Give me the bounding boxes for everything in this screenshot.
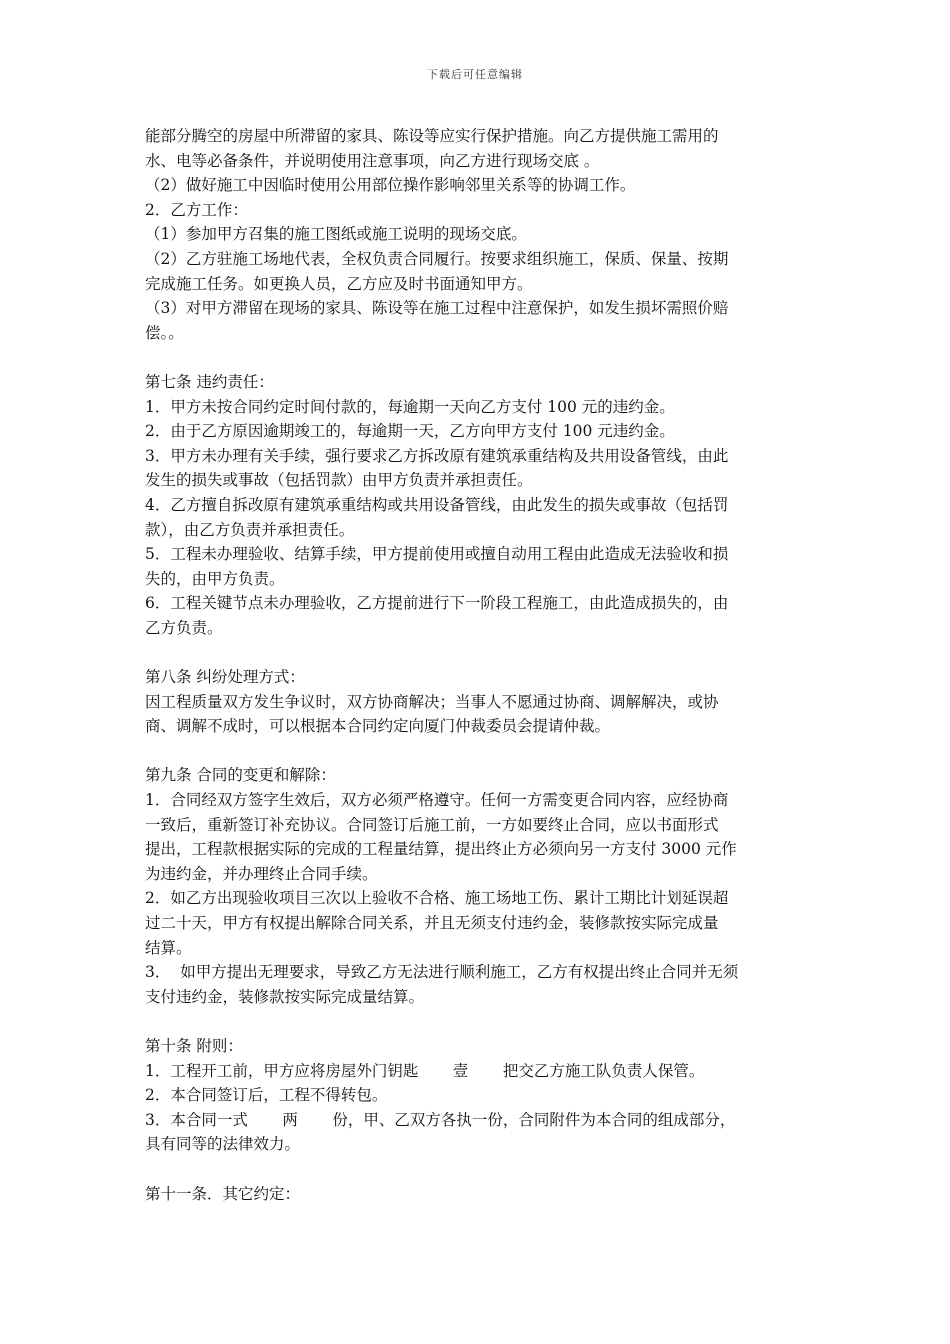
text-line: 1．工程开工前，甲方应将房屋外门钥匙 壹 把交乙方施工队负责人保管。 <box>145 1061 705 1080</box>
text-line: 支付违约金，装修款按实际完成量结算。 <box>145 987 425 1006</box>
text-line: 提出，工程款根据实际的完成的工程量结算，提出终止方必须向另一方支付 3000 元作 <box>145 840 737 859</box>
text-line: 能部分腾空的房屋中所滞留的家具、陈设等应实行保护措施。向乙方提供施工需用的 <box>145 127 719 145</box>
text-line: 2．如乙方出现验收项目三次以上验收不合格、施工场地工伤、累计工期比计划延误超 <box>145 889 729 908</box>
blank-line <box>145 1009 809 1034</box>
text-line: 一致后，重新签订补充协议。合同签订后施工前，一方如要终止合同，应以书面形式 <box>145 815 719 834</box>
text-line: 第十一条．其它约定： <box>145 1184 301 1203</box>
text-line: 4．乙方擅自拆改原有建筑承重结构或共用设备管线，由此发生的损失或事故（包括罚 <box>145 495 729 514</box>
page-header: 下载后可任意编辑 <box>427 68 523 81</box>
text-line: 具有同等的法律效力。 <box>145 1135 301 1154</box>
text-line: 偿。。 <box>145 323 184 342</box>
text-line: 3． 如甲方提出无理要求，导致乙方无法进行顺利施工，乙方有权提出终止合同并无须 <box>145 963 739 982</box>
text-line: （2）做好施工中因临时使用公用部位操作影响邻里关系等的协调工作。 <box>145 176 636 195</box>
text-line: 6．工程关键节点未办理验收，乙方提前进行下一阶段工程施工，由此造成损失的，由 <box>145 594 729 613</box>
text-line: 1．甲方未按合同约定时间付款的，每逾期一天向乙方支付 100 元的违约金。 <box>145 397 675 416</box>
text-line: 1．合同经双方签字生效后，双方必须严格遵守。任何一方需变更合同内容，应经协商 <box>145 791 729 810</box>
text-line: 第十条 附则： <box>145 1036 243 1055</box>
text-line: 2．本合同签订后，工程不得转包。 <box>145 1086 388 1105</box>
blank-line <box>145 739 809 764</box>
blank-line <box>145 1157 809 1182</box>
text-line: 第七条 违约责任： <box>145 372 274 391</box>
text-line: 第九条 合同的变更和解除： <box>145 766 336 785</box>
text-line: 5．工程未办理验收、结算手续，甲方提前使用或擅自动用工程由此造成无法验收和损 <box>145 545 729 564</box>
text-line: 乙方负责。 <box>145 618 223 637</box>
text-line: 失的，由甲方负责。 <box>145 569 285 588</box>
text-line: 3．本合同一式 两 份，甲、乙双方各执一份，合同附件为本合同的组成部分， <box>145 1110 736 1129</box>
text-line: 2．乙方工作： <box>145 200 248 219</box>
text-line: （3）对甲方滞留在现场的家具、陈设等在施工过程中注意保护，如发生损坏需照价赔 <box>145 299 729 318</box>
text-line: 发生的损失或事故（包括罚款）由甲方负责并承担责任。 <box>145 471 533 490</box>
text-line: 水、电等必备条件，并说明使用注意事项，向乙方进行现场交底 。 <box>145 151 600 170</box>
text-line: 款），由乙方负责并承担责任。 <box>145 520 355 539</box>
blank-line <box>145 640 809 665</box>
text-line: 结算。 <box>145 938 192 957</box>
text-line: 过二十天，甲方有权提出解除合同关系，并且无须支付违约金，装修款按实际完成量 <box>145 914 719 932</box>
text-line: 因工程质量双方发生争议时，双方协商解决；当事人不愿通过协商、调解解决，或协 <box>145 692 719 711</box>
text-line: 第八条 纠纷处理方式： <box>145 668 305 687</box>
text-line: （1）参加甲方召集的施工图纸或施工说明的现场交底。 <box>145 225 527 244</box>
text-line: （2）乙方驻施工场地代表，全权负责合同履行。按要求组织施工，保质、保量、按期 <box>145 249 729 268</box>
blank-line <box>145 345 809 370</box>
text-line: 3．甲方未办理有关手续，强行要求乙方拆改原有建筑承重结构及共用设备管线，由此 <box>145 446 729 465</box>
text-line: 2．由于乙方原因逾期竣工的，每逾期一天，乙方向甲方支付 100 元违约金。 <box>145 422 675 441</box>
text-line: 商、调解不成时，可以根据本合同约定向厦门仲裁委员会提请仲裁。 <box>145 717 611 736</box>
text-line: 完成施工任务。如更换人员，乙方应及时书面通知甲方。 <box>145 274 533 293</box>
document-body <box>145 124 809 1206</box>
text-line: 为违约金，并办理终止合同手续。 <box>145 864 378 883</box>
